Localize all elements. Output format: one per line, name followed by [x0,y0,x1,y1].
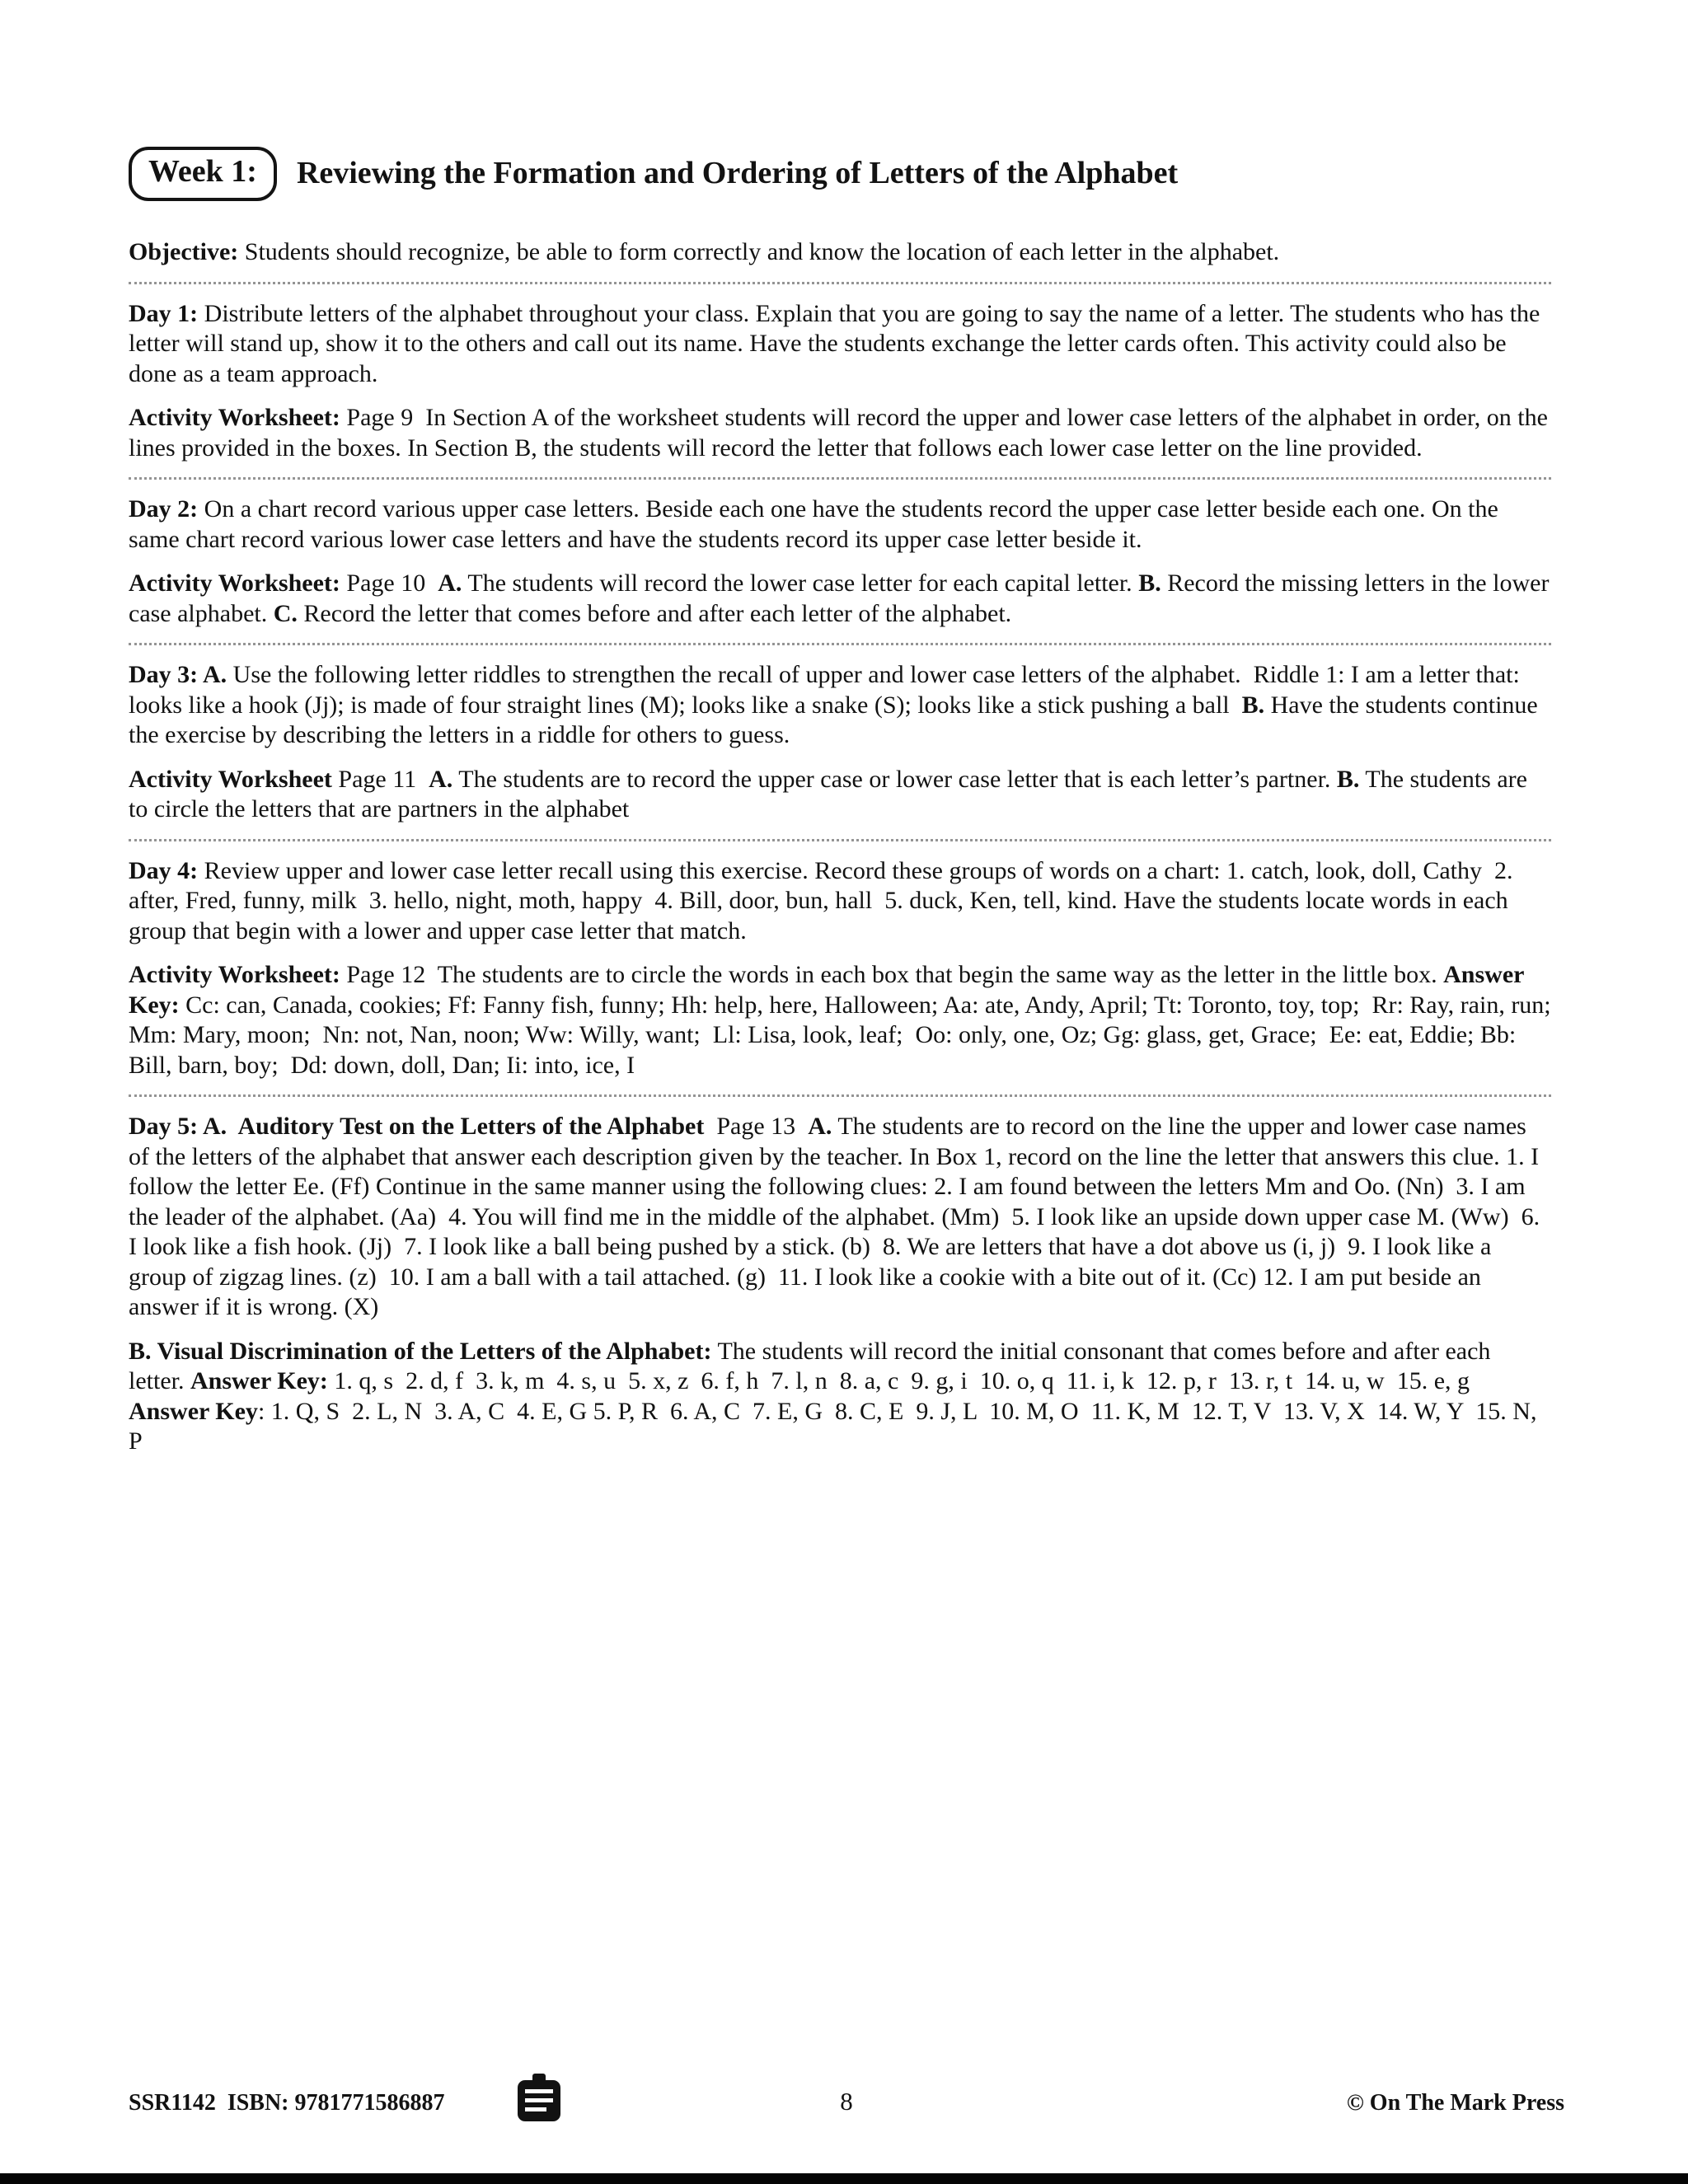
paragraph-text: Cc: can, Canada, cookies; Ff: Fanny fish, funny; Hh: help, here, Halloween; Aa: ate, Andy, April; Tt: Toronto, toy, top; Rr: Ray, rain, run; Mm: Mary, moon; Nn: not, Nan, noon; Ww: Willy, want; Ll: Lisa, look, leaf; Oo: only, one, Oz; Gg: glass, get, Grace; Ee: eat, Eddie; Bb: Bill, barn, boy; Dd: down, doll, Dan; Ii: into, ice, I [129,991,1564,1079]
paragraph [129,1337,1551,1457]
section-divider [129,839,1551,841]
paragraph-text: Distribute letters of the alphabet throughout your class. Explain that you are going to say the name of a letter. The students who has the letter will stand up, show it to the others and call out its name. Have the students exchange the letter cards often. This activity could also be done as a team approach. [129,299,1546,387]
paragraph-text: Have the students continue the exercise by describing the letters in a riddle for others to guess. [129,691,1545,748]
footer-isbn-text: SSR1142 ISBN: 9781771586887 [129,2090,445,2116]
paragraph-bold-text: C. [273,599,298,627]
paragraph-bold-text: Day 3: A. [129,661,227,688]
paragraph-bold-text: Activity Worksheet [129,765,332,793]
paragraph-text: The students are to circle the letters that are partners in the alphabet [129,765,1534,823]
paragraph-text: Page 10 [340,569,438,597]
paragraph-text: Page 12 The students are to circle the words in each box that begin the same way as the letter in the little box. [340,961,1444,988]
paragraph-bold-text: Day 1: [129,299,199,327]
paragraph-bold-text: A. [429,765,453,793]
week-label: Week 1: [148,154,257,189]
paragraph-text: : 1. Q, S 2. L, N 3. A, C 4. E, G 5. P, R 6. A, C 7. E, G 8. C, E 9. J, L 10. M, O 11. K, M 12. T, V 13. V, X 14. W, Y 15. N, P [129,1397,1543,1455]
paragraph-bold-text: Day 5: A. Auditory Test on the Letters of the Alphabet [129,1113,705,1140]
paragraph-bold-text: Day 2: [129,495,199,523]
paragraph-text: Page 9 In Section A of the worksheet students will record the upper and lower case letters of the alphabet in order, on the lines provided in the boxes. In Section B, the students will record the letter that follows each lower case letter on the line provided. [129,404,1554,462]
paragraph-text: On a chart record various upper case letters. Beside each one have the students record the upper case letter beside each one. On the same chart record various lower case letters and have the students record its upper case letter beside it. [129,495,1505,553]
paragraph-text: 1. q, s 2. d, f 3. k, m 4. s, u 5. x, z 6. f, h 7. l, n 8. a, c 9. g, i 10. o, q 11. i, k 12. p, r 13. r, t 14. u, w 15. e, g [327,1367,1489,1394]
paragraph-bold-text: B. Visual Discrimination of the Letters of the Alphabet: [129,1337,712,1365]
week-label-box [129,147,277,201]
page-footer [129,2070,1564,2125]
paragraph [129,856,1551,947]
publisher-logo-icon [516,2074,562,2123]
page-title: Reviewing the Formation and Ordering of Letters of the Alphabet [296,156,1179,191]
paragraph-text: The students will record the lower case letter for each capital letter. [462,569,1139,597]
section-divider [129,282,1551,284]
page-header [129,147,1564,201]
paragraph-bold-text: Activity Worksheet: [129,961,340,988]
paragraph-bold-text: Answer Key [129,1397,258,1425]
paragraph [129,237,1551,268]
paragraph-bold-text: B. [1138,569,1161,597]
paragraph-bold-text: B. [1336,765,1360,793]
paragraph [129,299,1551,390]
paragraph-bold-text: Answer Key: [129,961,1531,1019]
section-divider [129,643,1551,645]
page-number: 8 [840,2087,853,2116]
paragraph-text: The students are to record the upper case or lower case letter that is each letter’s partner. [452,765,1337,793]
paragraph-text: Record the letter that comes before and after each letter of the alphabet. [297,599,1012,627]
paragraph [129,960,1564,1080]
paragraph-text: The students will record the initial consonant that comes before and after each letter. [129,1337,1497,1394]
paragraph [129,494,1551,555]
footer-copyright: © On The Mark Press [1346,2090,1564,2116]
section-divider [129,1094,1551,1097]
paragraph-bold-text: Activity Worksheet: [129,569,340,597]
paragraph-bold-text: A. [808,1113,832,1140]
paragraph-bold-text: Answer Key: [190,1367,328,1394]
paragraph-text: Record the missing letters in the lower case alphabet. [129,569,1555,627]
paragraph-bold-text: Day 4: [129,856,199,884]
paragraph-text: Page 13 [704,1113,809,1140]
paragraph [129,1112,1551,1323]
paragraph [129,660,1551,751]
section-divider [129,477,1551,480]
paragraph-bold-text: A. [438,569,462,597]
paragraph [129,403,1554,463]
paragraph [129,765,1551,825]
paragraph-bold-text: Activity Worksheet: [129,404,340,431]
paragraph-bold-text: B. [1241,691,1265,719]
paragraph-text: Review upper and lower case letter recall using this exercise. Record these groups of words on a chart: 1. catch, look, doll, Cathy 2. after, Fred, funny, milk 3. hello, night, moth, happy 4. Bill, door, bun, hall 5. duck, Ken, tell, kind. Have the students locate words in each group that begin with a lower and upper case letter that match. [129,856,1520,944]
page-bottom-edge [0,2173,1688,2184]
paragraph-text: Page 11 [331,765,429,793]
paragraph-text: The students are to record on the line the upper and lower case names of the letters of the alphabet that answer each description given by the teacher. In Box 1, record on the line the letter that answers this clue. 1. I follow the letter Ee. (Ff) Continue in the same manner using the following clues: 2. I am found between the letters Mm and Oo. (Nn) 3. I am the leader of the alphabet. (Aa) 4. You will find me in the middle of the alphabet. (Mm) 5. I look like an upside down upper case M. (Ww) 6. I look like a fish hook. (Jj) 7. I look like a ball being pushed by a stick. (b) 8. We are letters that have a dot above us (i, j) 9. I look like a group of zigzag lines. (z) 10. I am a ball with a tail attached. (g) 11. I look like a cookie with a bite out of it. (Cc) 12. I am put beside an answer if it is wrong. (X) [129,1113,1546,1320]
paragraph [129,569,1555,629]
paragraph-bold-text: Objective: [129,238,239,265]
paragraph-text: Use the following letter riddles to strengthen the recall of upper and lower case letters of the alphabet. Riddle 1: I am a letter that: looks like a hook (Jj); is made of four straight lines (M); looks like a snake (S); looks like a stick pushing a ball [129,661,1526,719]
paragraph-text: Students should recognize, be able to form correctly and know the location of each letter in the alphabet. [238,238,1280,265]
document-body [129,237,1564,1471]
